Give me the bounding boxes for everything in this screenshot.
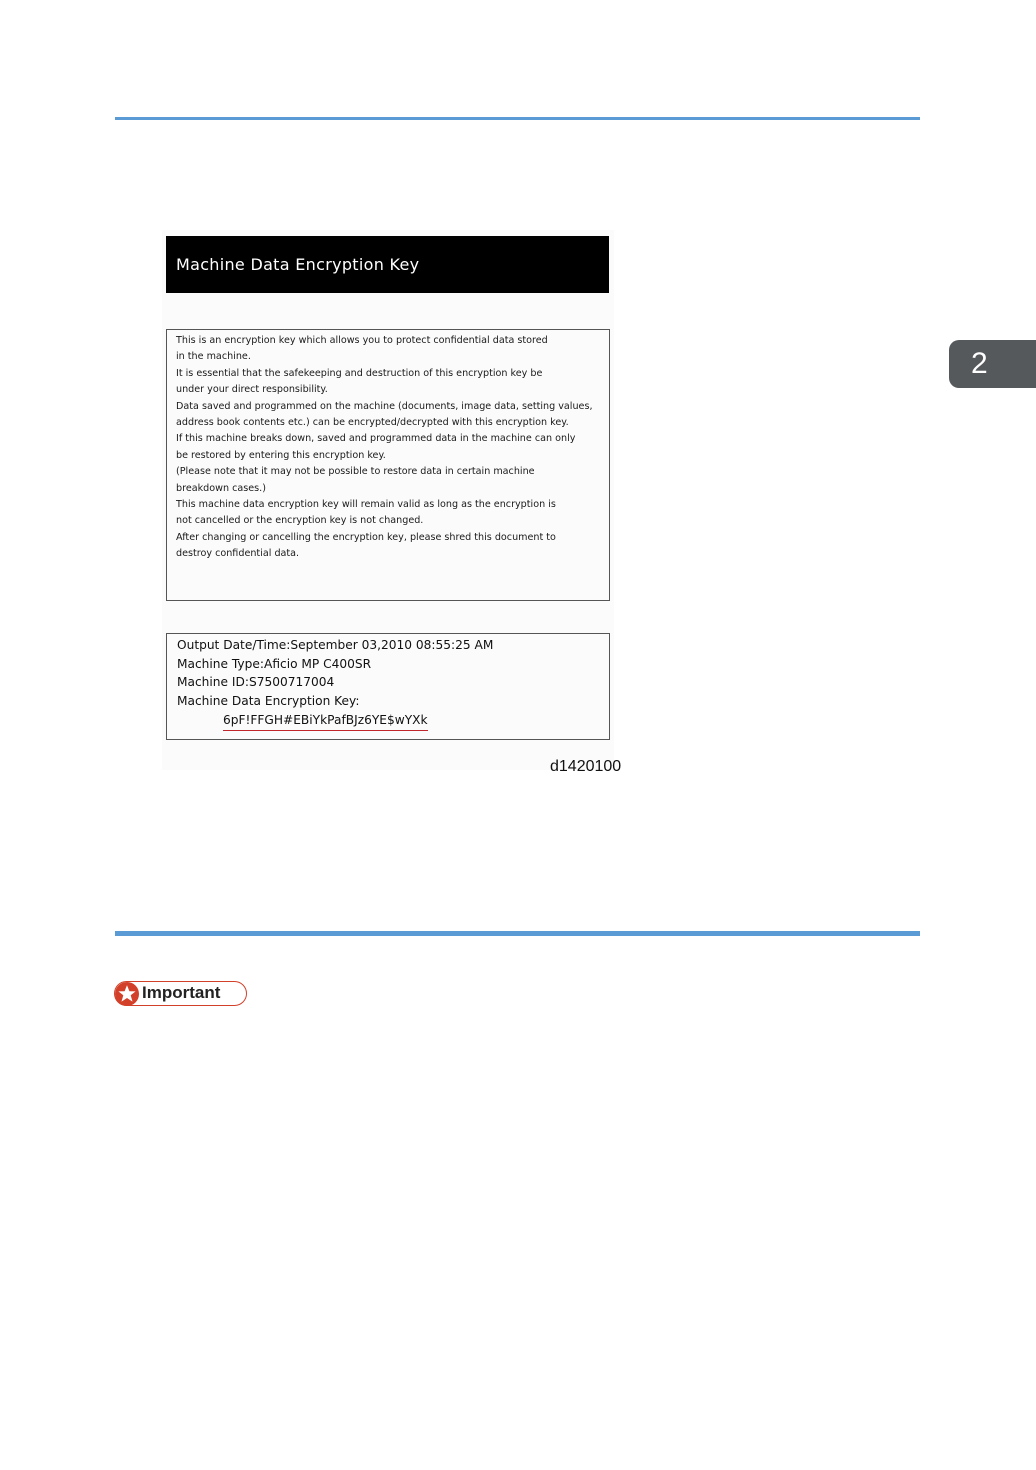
figure-header-title: Machine Data Encryption Key [166, 236, 609, 293]
notice-line: Data saved and programmed on the machine (documents, image data, setting values, [176, 400, 593, 412]
encryption-notice-box [166, 329, 610, 601]
encryption-key-value: 6pF!FFGH#EBiYkPafBJz6YE$wYXk [223, 712, 428, 731]
encryption-key-row [177, 711, 601, 731]
machine-type: Machine Type:Aficio MP C400SR [177, 656, 372, 671]
important-label: Important [142, 983, 221, 1002]
encryption-key-label: Machine Data Encryption Key: [177, 694, 360, 709]
chapter-tab: 2 [949, 340, 1036, 388]
notice-line: It is essential that the safekeeping and destruction of this encryption key be [176, 367, 543, 379]
machine-id: Machine ID:S7500717004 [177, 675, 335, 690]
notice-line: under your direct responsibility. [176, 384, 328, 396]
star-warning-icon [115, 982, 139, 1006]
notice-line: This is an encryption key which allows you to protect confidential data stored [176, 335, 548, 346]
notice-line: destroy confidential data. [176, 548, 300, 560]
notice-line: This machine data encryption key will remain valid as long as the encryption is [176, 499, 556, 511]
machine-info-box [166, 633, 610, 740]
output-datetime: Output Date/Time:September 03,2010 08:55:25 AM [177, 638, 494, 652]
section-rule [115, 931, 920, 936]
notice-line: be restored by entering this encryption key. [176, 449, 386, 461]
figure-id: d1420100 [550, 758, 622, 775]
notice-line: in the machine. [176, 351, 251, 363]
notice-line: (Please note that it may not be possible to restore data in certain machine [176, 466, 535, 478]
notice-line: address book contents etc.) can be encrypted/decrypted with this encryption key. [176, 417, 569, 429]
notice-line: breakdown cases.) [176, 482, 266, 494]
notice-line: not cancelled or the encryption key is not changed. [176, 515, 424, 527]
notice-line: If this machine breaks down, saved and programmed data in the machine can only [176, 433, 576, 445]
notice-line: After changing or cancelling the encryption key, please shred this document to [176, 531, 556, 543]
header-rule [115, 117, 920, 120]
